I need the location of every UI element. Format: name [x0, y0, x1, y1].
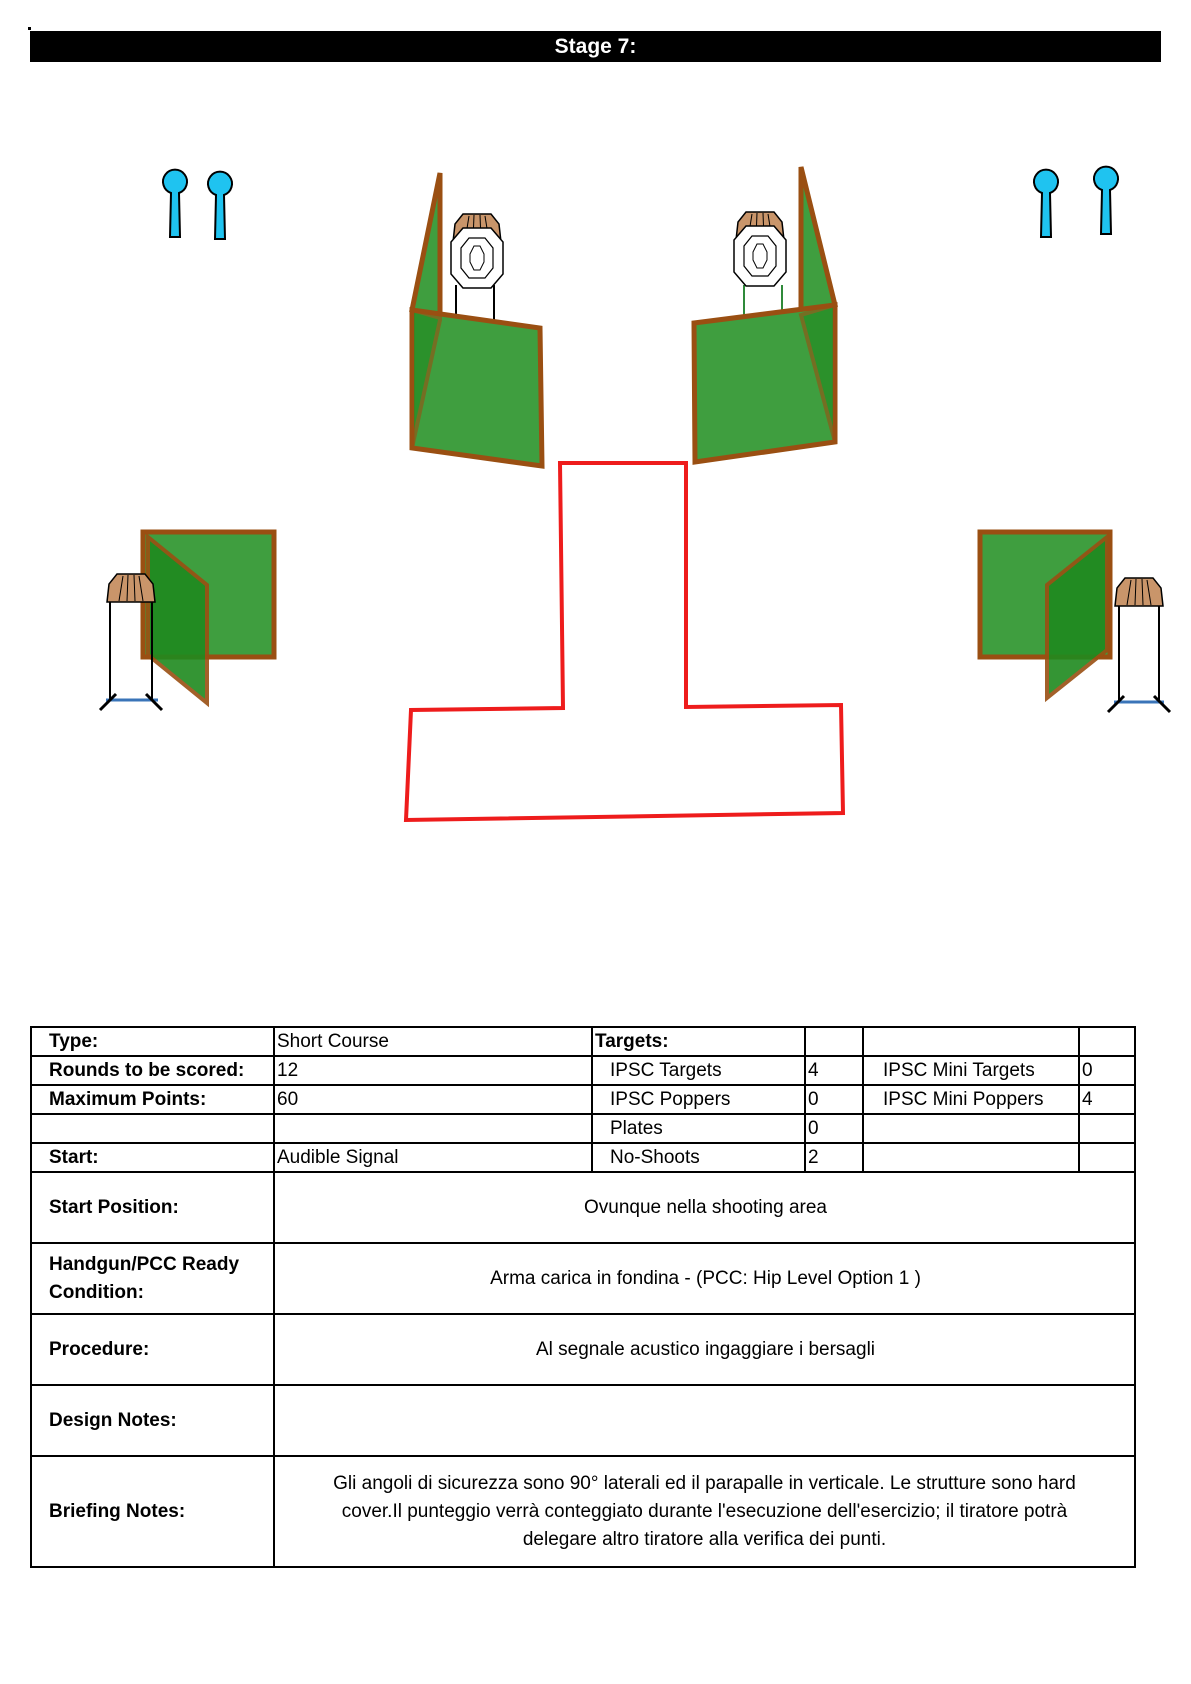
hard-cover-wall — [412, 310, 542, 466]
targets-label: Targets: — [592, 1027, 805, 1056]
max-points-value: 60 — [274, 1085, 592, 1114]
design-notes-value — [274, 1385, 1135, 1456]
type-label: Type: — [31, 1027, 274, 1056]
stage-info-table — [30, 1026, 1136, 1568]
popper-icon — [1094, 167, 1118, 234]
plates-label: Plates — [592, 1114, 805, 1143]
briefing-notes-value: Gli angoli di sicurezza sono 90° laterali ed il parapalle in verticale. Le strutture sono hard cover.Il punteggio verrà conteggiato durante l'esecuzione dell'esercizio; il tiratore potrà delegare altro tiratore alla verifica dei punti. — [274, 1456, 1135, 1567]
hard-cover-wall — [143, 532, 274, 703]
target-stand-icon — [100, 600, 162, 710]
popper-icon — [208, 172, 232, 239]
plates-value: 0 — [805, 1114, 863, 1143]
popper-icon — [1034, 170, 1058, 237]
start-value: Audible Signal — [274, 1143, 592, 1172]
type-value: Short Course — [274, 1027, 592, 1056]
ipsc-mini-target-icon — [1115, 578, 1163, 606]
no-shoots-label: No-Shoots — [592, 1143, 805, 1172]
ipsc-mini-targets-value: 0 — [1079, 1056, 1135, 1085]
procedure-value: Al segnale acustico ingaggiare i bersagli — [274, 1314, 1135, 1385]
ipsc-mini-poppers-label: IPSC Mini Poppers — [863, 1085, 1079, 1114]
hard-cover-wall — [694, 305, 835, 462]
no-shoot-icon — [451, 228, 503, 288]
ipsc-targets-value: 4 — [805, 1056, 863, 1085]
procedure-label: Procedure: — [31, 1314, 274, 1385]
popper-icon — [163, 170, 187, 237]
ready-condition-value: Arma carica in fondina - (PCC: Hip Level Option 1 ) — [274, 1243, 1135, 1314]
hard-cover-wall — [412, 173, 440, 318]
ipsc-mini-targets-label: IPSC Mini Targets — [863, 1056, 1079, 1085]
target-stand-icon — [1108, 604, 1170, 712]
no-shoot-icon — [734, 226, 786, 286]
ipsc-mini-target-icon — [107, 574, 155, 602]
rounds-value: 12 — [274, 1056, 592, 1085]
max-points-label: Maximum Points: — [31, 1085, 274, 1114]
ready-condition-label: Handgun/PCC Ready Condition: — [31, 1243, 274, 1314]
start-position-label: Start Position: — [31, 1172, 274, 1243]
hard-cover-wall — [980, 532, 1110, 698]
start-position-value: Ovunque nella shooting area — [274, 1172, 1135, 1243]
stage-title: Stage 7: — [30, 31, 1161, 62]
no-shoots-value: 2 — [805, 1143, 863, 1172]
ipsc-poppers-value: 0 — [805, 1085, 863, 1114]
hard-cover-wall — [801, 167, 835, 315]
ipsc-mini-poppers-value: 4 — [1079, 1085, 1135, 1114]
ipsc-poppers-label: IPSC Poppers — [592, 1085, 805, 1114]
start-label: Start: — [31, 1143, 274, 1172]
shooting-area-outline — [406, 463, 843, 820]
briefing-notes-label: Briefing Notes: — [31, 1456, 274, 1567]
design-notes-label: Design Notes: — [31, 1385, 274, 1456]
ipsc-targets-label: IPSC Targets — [592, 1056, 805, 1085]
rounds-label: Rounds to be scored: — [31, 1056, 274, 1085]
